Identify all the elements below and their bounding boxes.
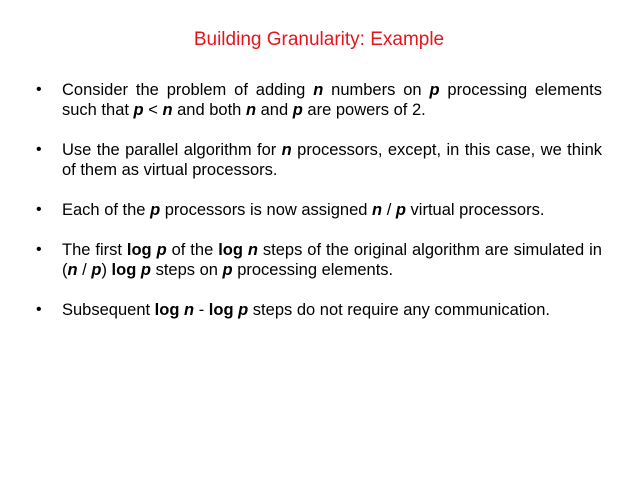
text-run: - xyxy=(194,301,209,319)
text-run: processors is now assigned xyxy=(160,201,373,219)
math-term: n xyxy=(245,101,257,119)
math-term: p xyxy=(429,81,440,99)
math-term: log xyxy=(111,261,137,279)
math-term: log xyxy=(154,301,180,319)
bullet-item xyxy=(34,80,602,120)
text-run: / xyxy=(382,201,396,219)
bullet-dot: • xyxy=(36,201,42,218)
text-run: of the xyxy=(166,241,219,259)
math-term: log xyxy=(126,241,152,259)
text-run: processing elements. xyxy=(232,261,394,279)
math-term: log xyxy=(208,301,234,319)
bullet-text xyxy=(62,141,602,179)
math-term: n xyxy=(372,201,383,219)
math-term: p xyxy=(238,301,249,319)
text-run: virtual processors. xyxy=(405,201,545,219)
math-term: n xyxy=(184,301,195,319)
bullet-item xyxy=(34,200,602,220)
math-term: log xyxy=(218,241,243,259)
math-term: p xyxy=(133,101,144,119)
text-run: processors, except, in this case, we think of them as virtual processors. xyxy=(62,141,603,179)
bullet-text xyxy=(62,301,550,319)
text-run: processing elements such that xyxy=(62,81,602,119)
math-term: p xyxy=(395,201,406,219)
bullet-dot: • xyxy=(36,141,42,158)
bullet-text xyxy=(62,81,602,119)
slide-title: Building Granularity: Example xyxy=(193,29,445,50)
math-term: p xyxy=(91,261,102,279)
text-run: steps of the original algorithm are simulated in ( xyxy=(62,241,602,279)
bullet-dot: • xyxy=(36,241,42,258)
text-run: steps on xyxy=(150,261,223,279)
text-run: Each of the xyxy=(62,201,151,219)
math-term: p xyxy=(156,241,167,259)
bullet-item xyxy=(34,240,602,280)
text-run: Use the parallel algorithm for xyxy=(62,141,282,159)
bullet-text xyxy=(62,201,544,219)
math-term: p xyxy=(222,261,233,279)
text-run: are powers of 2. xyxy=(302,101,426,119)
text-run: / xyxy=(77,261,92,279)
text-run: The first xyxy=(62,241,127,259)
math-term: n xyxy=(313,81,324,99)
text-run: ) xyxy=(101,261,112,279)
bullet-dot: • xyxy=(36,301,42,318)
text-run: < xyxy=(143,101,163,119)
text-run: steps do not require any communication. xyxy=(248,301,550,319)
math-term: n xyxy=(162,101,173,119)
math-term: p xyxy=(140,261,151,279)
text-run: and xyxy=(256,101,293,119)
bullet-list xyxy=(34,80,602,320)
text-run: Subsequent xyxy=(62,301,155,319)
math-term: p xyxy=(150,201,161,219)
text-run: numbers on xyxy=(323,81,430,99)
bullet-text xyxy=(62,241,602,279)
math-term: p xyxy=(292,101,303,119)
math-term: n xyxy=(67,261,78,279)
text-run: Consider the problem of adding xyxy=(62,81,314,99)
text-run: and both xyxy=(172,101,246,119)
bullet-dot: • xyxy=(36,81,42,98)
bullet-item xyxy=(34,140,602,180)
bullet-item xyxy=(34,300,602,320)
math-term: n xyxy=(247,241,258,259)
math-term: n xyxy=(281,141,292,159)
